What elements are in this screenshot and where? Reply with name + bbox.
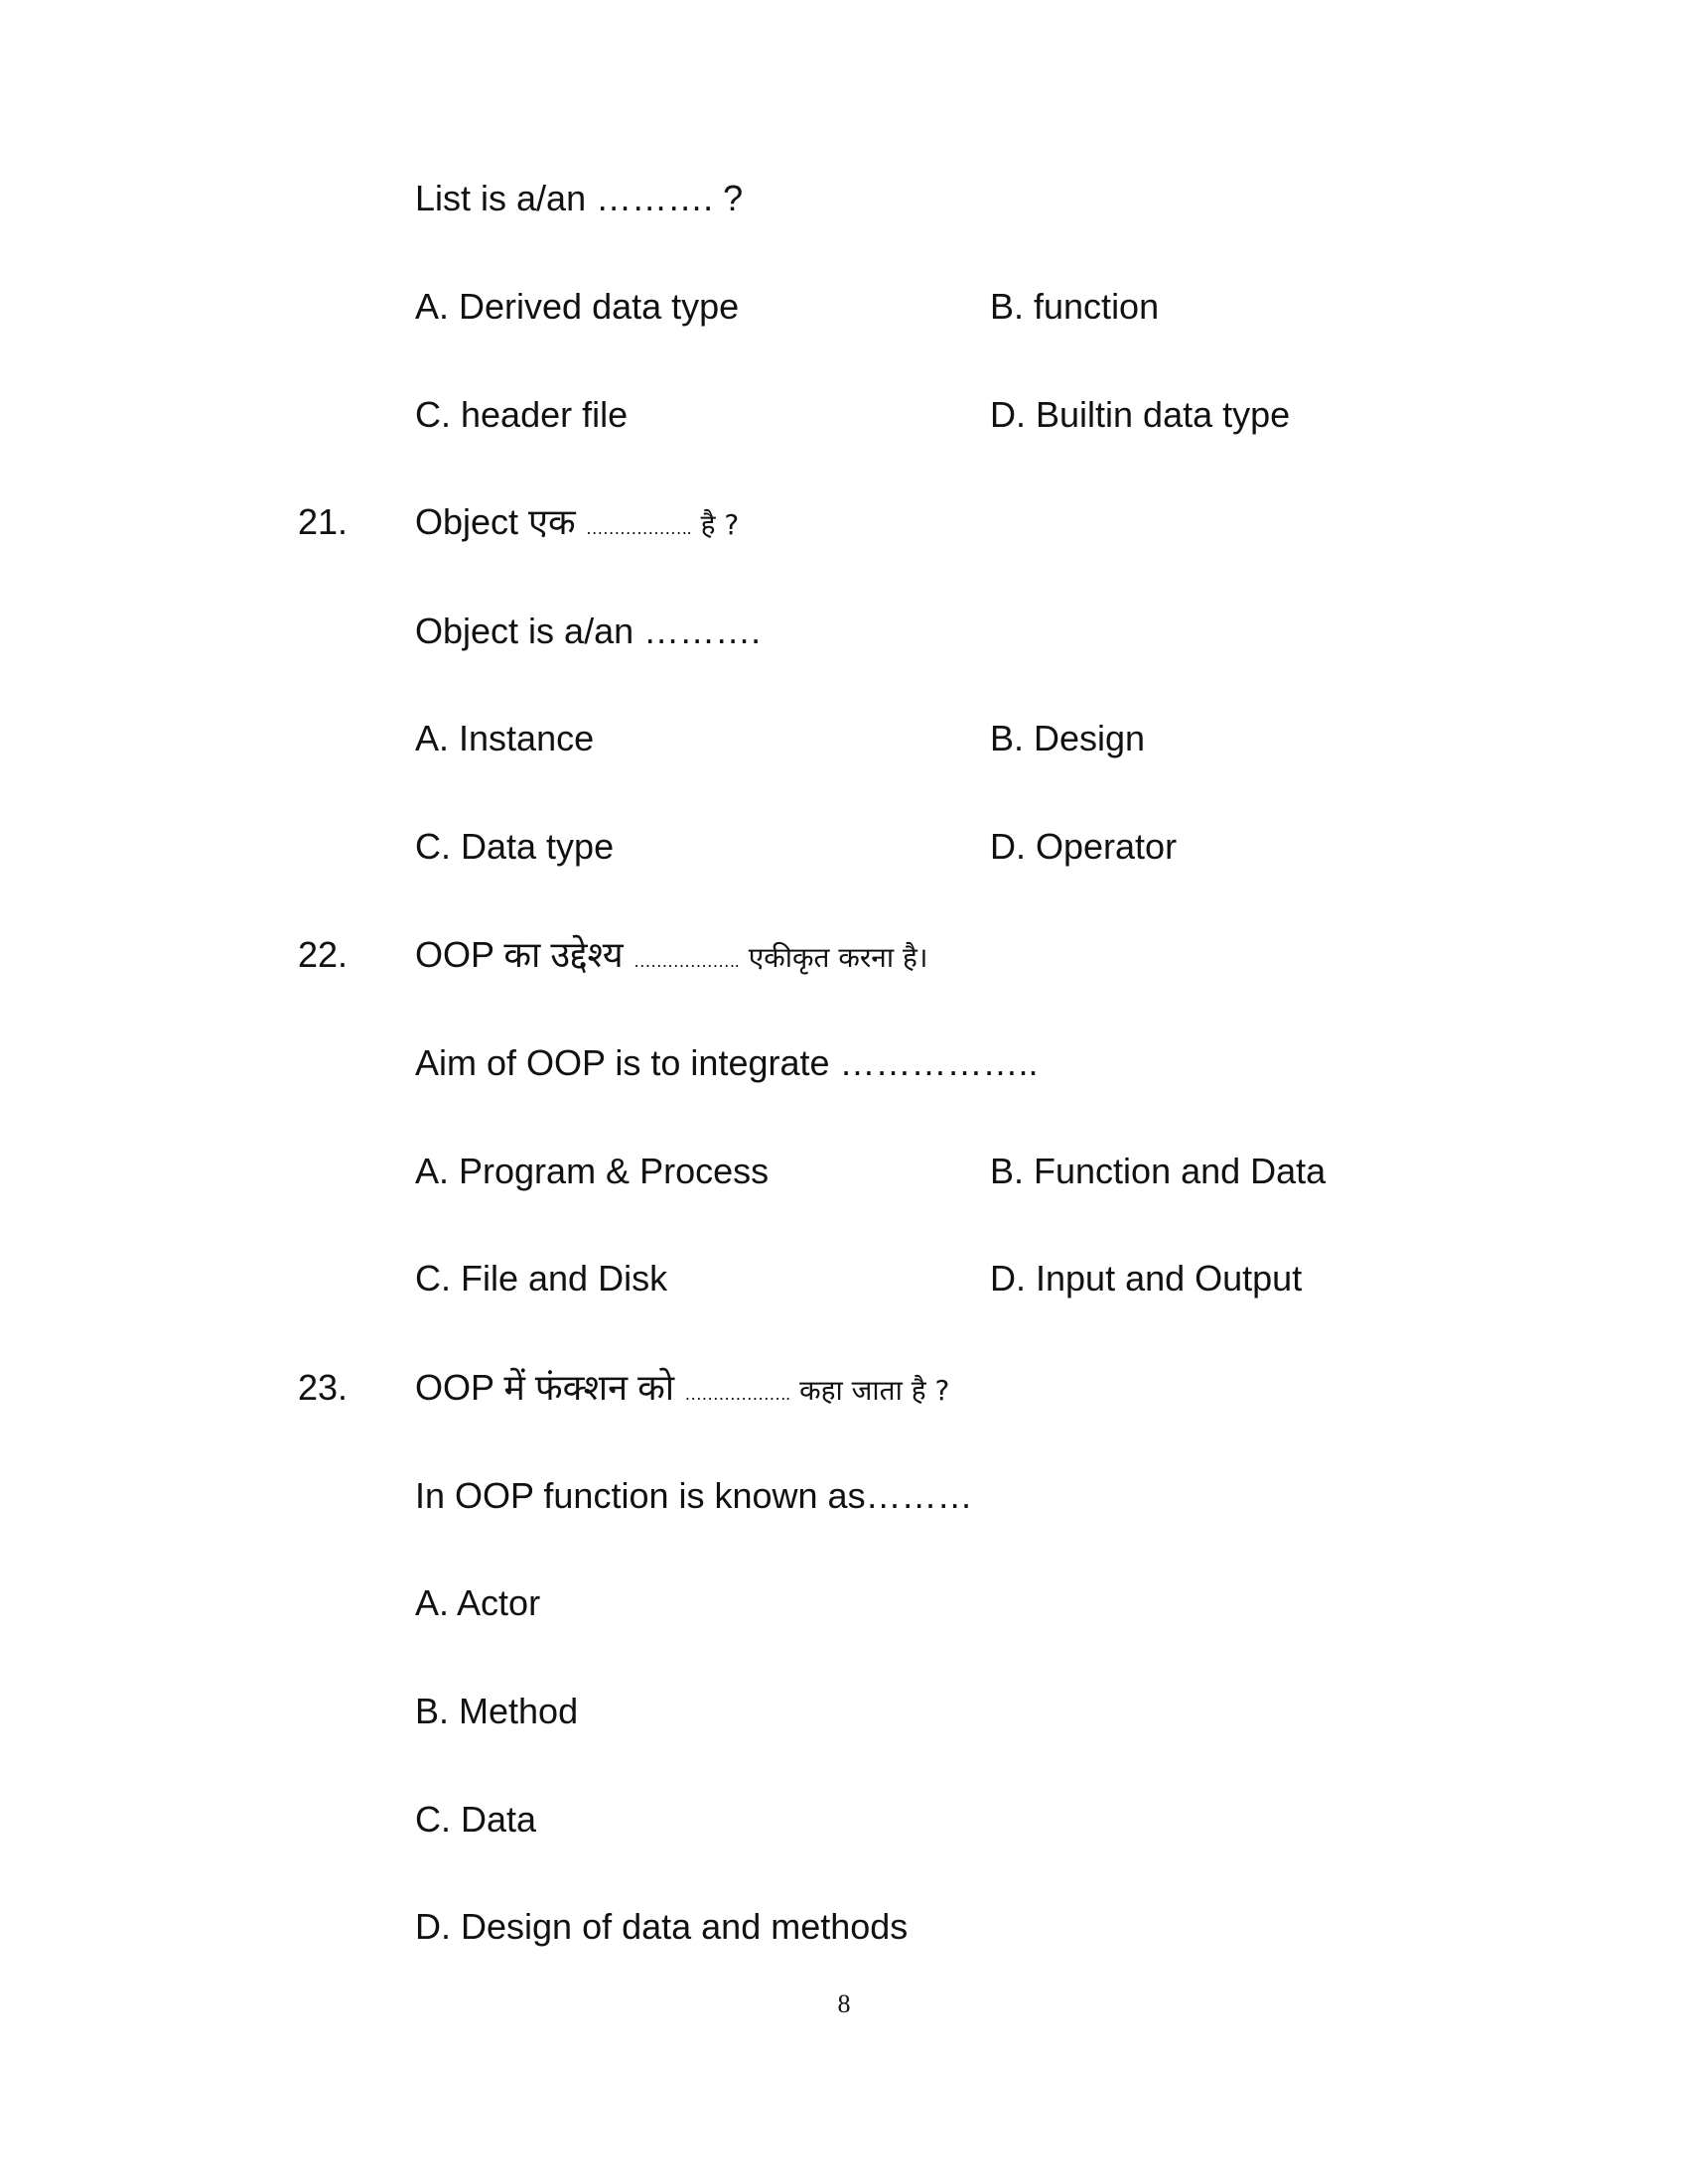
question-23-hindi-stem	[415, 1366, 949, 1416]
question-23-hindi-before: OOP में फंक्शन को	[415, 1367, 675, 1408]
question-21-hindi-after: है ?	[700, 508, 740, 541]
question-22-hindi-before: OOP का उद्देश्य	[415, 934, 624, 975]
question-20-option-c: C. header file	[415, 394, 629, 435]
question-20-option-a: A. Derived data type	[415, 286, 740, 327]
question-21-number: 21.	[298, 501, 349, 542]
question-23-option-c: C. Data	[415, 1799, 537, 1840]
question-20-option-b: B. function	[990, 286, 1160, 327]
question-21-hindi-before: Object एक	[415, 501, 576, 542]
question-21-option-b: B. Design	[990, 718, 1146, 758]
question-21-english-stem: Object is a/an ……….	[415, 611, 762, 651]
question-22-english-stem: Aim of OOP is to integrate ……………..	[415, 1042, 1039, 1083]
question-20-option-d: D. Builtin data type	[990, 394, 1291, 435]
question-22-hindi-stem	[415, 933, 927, 983]
question-21-option-d: D. Operator	[990, 826, 1178, 867]
question-23-option-d: D. Design of data and methods	[415, 1906, 909, 1947]
question-23-hindi-after: कहा जाता है ?	[799, 1374, 950, 1407]
question-22-option-b: B. Function and Data	[990, 1151, 1327, 1191]
question-23-option-b: B. Method	[415, 1691, 579, 1731]
question-23-option-a: A. Actor	[415, 1582, 541, 1623]
question-22-option-c: C. File and Disk	[415, 1258, 668, 1298]
question-22-hindi-blank: ……………….	[633, 951, 739, 971]
question-21-hindi-stem	[415, 500, 739, 550]
question-23-english-stem: In OOP function is known as………	[415, 1475, 973, 1516]
question-21-option-a: A. Instance	[415, 718, 595, 758]
question-22-hindi-after: एकीकृत करना है।	[748, 941, 928, 974]
question-22-number: 22.	[298, 934, 349, 975]
question-20-english-stem: List is a/an ………. ?	[415, 178, 744, 218]
question-22-option-d: D. Input and Output	[990, 1258, 1303, 1298]
question-21-option-c: C. Data type	[415, 826, 615, 867]
question-23-number: 23.	[298, 1367, 349, 1408]
question-22-option-a: A. Program & Process	[415, 1151, 770, 1191]
page-number: 8	[837, 1989, 851, 2018]
question-23-hindi-blank: ……………….	[684, 1384, 790, 1404]
question-21-hindi-blank: ……………….	[585, 518, 691, 538]
